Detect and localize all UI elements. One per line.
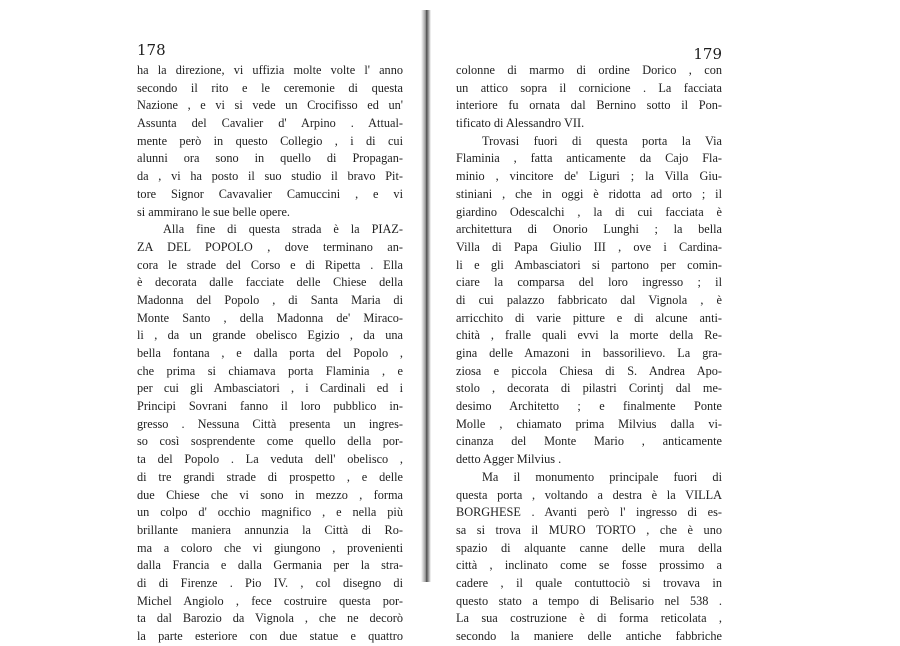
text-line: giardino Odescalchi , la di cui facciata è	[456, 204, 722, 219]
text-line: detto Agger Milvius .	[456, 452, 562, 467]
text-line: li e gli Ambasciatori si partono per comin-	[456, 257, 722, 272]
text-line: per cui gli Ambasciatori , i Cardinali ed i	[137, 381, 403, 396]
text-line: brillante maniera annunzia la Città di Ro-	[137, 522, 403, 537]
text-line: cinanza del Monte Mario , anticamente	[456, 434, 722, 449]
right-page-number: 179	[693, 45, 722, 63]
text-line: ciare la comparsa del loro ingresso ; il	[456, 275, 722, 290]
text-line: desimo Architetto ; e finalmente Ponte	[456, 399, 722, 414]
text-line: che prima si chiamava porta Flaminia , e	[137, 363, 403, 378]
text-line: gina delle Amazoni in bassorilievo. La gra-	[456, 346, 722, 360]
text-line: di tre grandi strade di prospetto , e delle	[137, 469, 403, 484]
text-line: questa porta , voltando a destra è la VILLA	[456, 487, 722, 502]
text-line: ma a coloro che vi giungono , provenienti	[137, 540, 403, 555]
text-line: secondo la maniere delle antiche fabbriche	[456, 629, 722, 643]
text-line: arricchito di varie pitture e di alcune anti-	[456, 310, 722, 325]
text-line: cora le strade del Corso e di Ripetta . Ella	[137, 257, 403, 272]
text-line: ZA DEL POPOLO , dove terminano an-	[137, 239, 403, 254]
right-page-text	[456, 62, 722, 646]
text-line: architettura di Onorio Lunghi ; la bella	[456, 222, 722, 237]
text-line: Michel Angiolo , fece costruire questa por-	[137, 593, 403, 608]
text-line: due Chiese che vi sono in mezzo , forma	[137, 487, 403, 502]
text-line: Nazione , e vi si vede un Crocifisso ed un'	[137, 98, 403, 113]
text-line: ha la direzione, vi uffizia molte volte l' anno	[137, 63, 403, 77]
text-line: di cui palazzo fabbricato dal Vignola , è	[456, 292, 722, 307]
book-gutter	[421, 10, 431, 582]
text-line: cadere , il quale contuttociò si trovava in	[456, 575, 722, 590]
text-line: mente però in questo Collegio , i di cui	[137, 133, 403, 148]
text-line: La sua costruzione è di forma reticolata ,	[456, 611, 722, 626]
text-line: stiniani , che in oggi è ridotta ad orto ; il	[456, 186, 722, 201]
text-line: secondo il rito e le ceremonie di questa	[137, 80, 403, 95]
text-line: ziosa e piccola Chiesa di S. Andrea Apo-	[456, 363, 722, 378]
text-line: un attico sopra il cornicione . La facciata	[456, 80, 722, 95]
text-line: Molle , chiamato prima Milvius dalla vi-	[456, 416, 722, 431]
text-line: di di Firenze . Pio IV. , col disegno di	[137, 575, 403, 590]
text-line: gresso . Nessuna Città presenta un ingres-	[137, 416, 403, 431]
text-line: si ammirano le sue belle opere.	[137, 204, 290, 219]
text-line: città , inclinato come se fosse prossimo a	[456, 558, 722, 573]
text-line: minio , vincitore de' Liguri ; la Villa Giu-	[456, 169, 722, 184]
text-line: spazio di alquante canne delle mura della	[456, 540, 722, 555]
text-line: dalla Francia e dalla Germania per la stra-	[137, 558, 403, 573]
text-line: Trovasi fuori di questa porta la Via	[482, 133, 722, 148]
text-line: BORGHESE . Avanti però l' ingresso di es-	[456, 505, 722, 520]
text-line: Ma il monumento principale fuori di	[482, 469, 722, 484]
left-page	[137, 42, 403, 646]
text-line: sa si trova il MURO TORTO , che è uno	[456, 522, 722, 537]
text-line: colonne di marmo di ordine Dorico , con	[456, 63, 722, 77]
text-line: interiore fu ornata dal Bernino sotto il Pon-	[456, 98, 722, 113]
text-line: tificato di Alessandro VII.	[456, 116, 585, 131]
right-page	[456, 42, 722, 646]
text-line: da , vi ha posto il suo studio il bravo Pit-	[137, 169, 403, 184]
text-line: chità , fralle quali evvi la morte della Re-	[456, 328, 722, 343]
text-line: Monte Santo , della Madonna de' Miraco-	[137, 310, 403, 325]
text-line: ta dal Barozio da Vignola , che ne decorò	[137, 611, 403, 626]
text-line: Flaminia , fatta anticamente da Cajo Fla-	[456, 151, 722, 166]
text-line: li , da un grande obelisco Egizio , da una	[137, 328, 403, 343]
text-line: un colpo d' occhio magnifico , e nella più	[137, 505, 403, 520]
text-line: ta del Popolo . La veduta dell' obelisco ,	[137, 452, 403, 467]
text-line: Principi Sovrani fanno il loro pubblico in-	[137, 399, 403, 414]
text-line: tore Signor Cavavalier Camuccini , e vi	[137, 186, 403, 201]
text-line: stolo , decorata di pilastri Corintj dal me-	[456, 381, 722, 396]
text-line: so così sosprendente come quello della por-	[137, 434, 403, 449]
text-line: alunni ora sono in quello di Propagan-	[137, 151, 403, 166]
text-line: Assunta del Cavalier d' Arpino . Attual-	[137, 116, 403, 131]
text-line: la parte esteriore con due statue e quattro	[137, 629, 403, 643]
text-line: questo stato a tempo di Belisario nel 538 .	[456, 593, 722, 608]
text-line: è decorata dalle facciate delle Chiese della	[137, 275, 403, 290]
text-line: Alla fine di questa strada è la PIAZ-	[163, 222, 403, 237]
text-line: Villa di Papa Giulio III , ove i Cardina-	[456, 239, 722, 254]
left-page-text	[137, 62, 403, 646]
text-line: bella fontana , e dalla porta del Popolo ,	[137, 346, 403, 360]
left-page-number: 178	[137, 41, 166, 59]
text-line: Madonna del Popolo , di Santa Maria di	[137, 292, 403, 307]
